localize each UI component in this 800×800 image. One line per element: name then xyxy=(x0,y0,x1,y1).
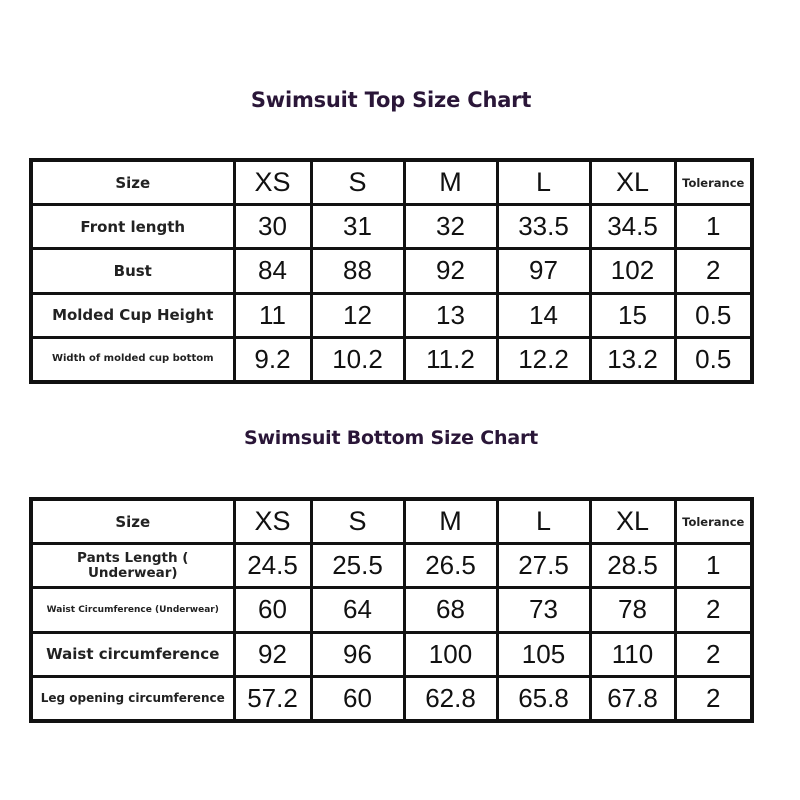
table-row xyxy=(31,544,752,588)
size-l-header: L xyxy=(497,160,590,205)
table-row xyxy=(31,249,752,293)
row-label: Pants Length ( Underwear) xyxy=(31,544,234,588)
table-cell: 97 xyxy=(497,249,590,293)
size-header-label: Size xyxy=(31,160,234,205)
table-cell: 27.5 xyxy=(497,544,590,588)
table-cell: 33.5 xyxy=(497,205,590,249)
size-xl-header: XL xyxy=(590,499,675,544)
bottom-chart-title: Swimsuit Bottom Size Chart xyxy=(243,427,539,449)
table-cell: 84 xyxy=(234,249,311,293)
tolerance-cell: 0.5 xyxy=(675,337,752,382)
table-cell: 9.2 xyxy=(234,337,311,382)
table-cell: 13.2 xyxy=(590,337,675,382)
table-cell: 13 xyxy=(404,293,497,337)
tolerance-cell: 1 xyxy=(675,544,752,588)
size-s-header: S xyxy=(311,160,404,205)
table-cell: 34.5 xyxy=(590,205,675,249)
bottom-size-table xyxy=(29,497,754,723)
row-label: Width of molded cup bottom xyxy=(31,337,234,382)
tolerance-header: Tolerance xyxy=(675,499,752,544)
size-m-header: M xyxy=(404,160,497,205)
table-row xyxy=(31,676,752,721)
size-header-label: Size xyxy=(31,499,234,544)
table-cell: 28.5 xyxy=(590,544,675,588)
tolerance-header: Tolerance xyxy=(675,160,752,205)
top-chart-title: Swimsuit Top Size Chart xyxy=(250,88,532,112)
table-cell: 12.2 xyxy=(497,337,590,382)
table-cell: 78 xyxy=(590,588,675,632)
table-cell: 12 xyxy=(311,293,404,337)
size-xs-header: XS xyxy=(234,499,311,544)
table-cell: 92 xyxy=(404,249,497,293)
tolerance-cell: 2 xyxy=(675,249,752,293)
table-cell: 24.5 xyxy=(234,544,311,588)
table-cell: 57.2 xyxy=(234,676,311,721)
table-cell: 68 xyxy=(404,588,497,632)
table-cell: 110 xyxy=(590,632,675,676)
table-cell: 11.2 xyxy=(404,337,497,382)
table-header-row xyxy=(31,160,752,205)
row-label: Molded Cup Height xyxy=(31,293,234,337)
top-size-table xyxy=(29,158,754,384)
table-cell: 32 xyxy=(404,205,497,249)
table-cell: 100 xyxy=(404,632,497,676)
size-l-header: L xyxy=(497,499,590,544)
table-row xyxy=(31,293,752,337)
row-label: Leg opening circumference xyxy=(31,676,234,721)
table-row xyxy=(31,588,752,632)
table-cell: 96 xyxy=(311,632,404,676)
table-cell: 73 xyxy=(497,588,590,632)
table-cell: 26.5 xyxy=(404,544,497,588)
size-s-header: S xyxy=(311,499,404,544)
table-cell: 11 xyxy=(234,293,311,337)
table-cell: 30 xyxy=(234,205,311,249)
tolerance-cell: 0.5 xyxy=(675,293,752,337)
row-label: Waist circumference xyxy=(31,632,234,676)
table-cell: 102 xyxy=(590,249,675,293)
table-cell: 15 xyxy=(590,293,675,337)
table-cell: 105 xyxy=(497,632,590,676)
table-cell: 65.8 xyxy=(497,676,590,721)
table-cell: 31 xyxy=(311,205,404,249)
table-row xyxy=(31,632,752,676)
table-row xyxy=(31,205,752,249)
tolerance-cell: 2 xyxy=(675,676,752,721)
row-label: Front length xyxy=(31,205,234,249)
tolerance-cell: 1 xyxy=(675,205,752,249)
tolerance-cell: 2 xyxy=(675,632,752,676)
table-cell: 62.8 xyxy=(404,676,497,721)
table-cell: 60 xyxy=(311,676,404,721)
row-label: Bust xyxy=(31,249,234,293)
size-m-header: M xyxy=(404,499,497,544)
table-cell: 67.8 xyxy=(590,676,675,721)
table-cell: 92 xyxy=(234,632,311,676)
table-cell: 25.5 xyxy=(311,544,404,588)
row-label: Waist Circumference (Underwear) xyxy=(31,588,234,632)
table-cell: 14 xyxy=(497,293,590,337)
tolerance-cell: 2 xyxy=(675,588,752,632)
size-xs-header: XS xyxy=(234,160,311,205)
table-cell: 88 xyxy=(311,249,404,293)
table-cell: 60 xyxy=(234,588,311,632)
table-cell: 64 xyxy=(311,588,404,632)
table-header-row xyxy=(31,499,752,544)
size-xl-header: XL xyxy=(590,160,675,205)
table-cell: 10.2 xyxy=(311,337,404,382)
table-row xyxy=(31,337,752,382)
